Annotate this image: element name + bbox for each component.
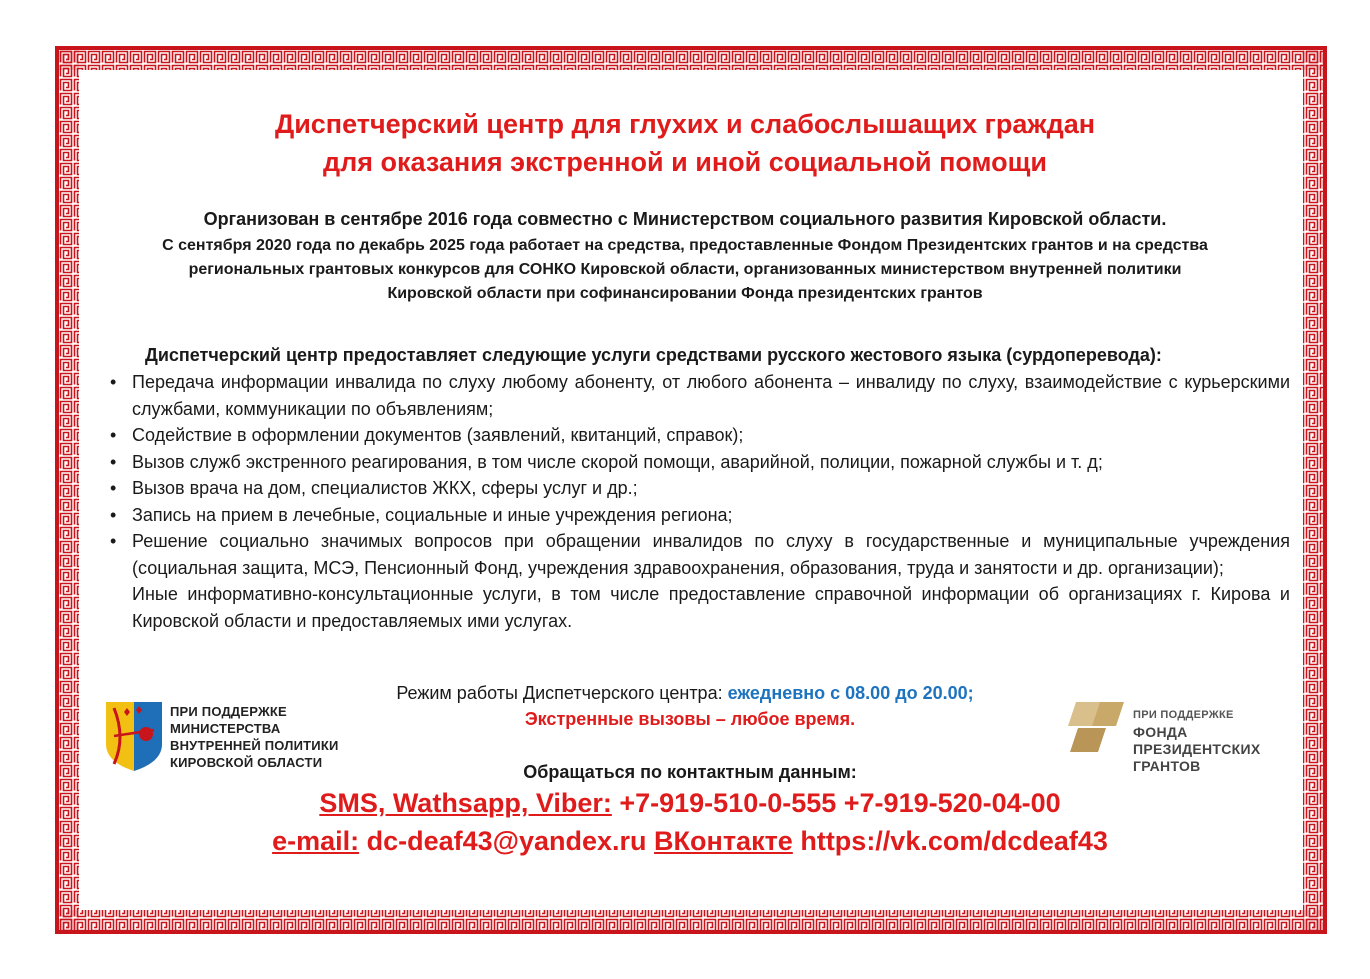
service-item-messaging: • Передача информации инвалида по слуху любому абоненту, от любого абонента – инвалиду по слуху, взаимодействие с курьерскими службами, коммуникации по объявлениям;: [108, 369, 1290, 422]
phone-numbers: +7-919-510-0-555 +7-919-520-04-00: [611, 788, 1061, 818]
services-heading: Диспетчерский центр предоставляет следующие услуги средствами русского жестового языка (сурдоперевода):: [145, 345, 1162, 365]
presidential-grants-fund-icon: [1066, 700, 1126, 754]
service-item-consulting: Иные информативно-консультационные услуги, в том числе предоставление справочной информации об организациях г. Кирова и Кировской области и предоставляемых ими услугах.: [132, 584, 1290, 631]
service-item-appointments: • Запись на прием в лечебные, социальные и иные учреждения региона;: [108, 502, 1290, 529]
email-address[interactable]: dc-deaf43@yandex.ru: [359, 826, 655, 856]
contacts-heading: Обращаться по контактным данным:: [523, 762, 857, 782]
phone-contacts: [0, 784, 1370, 822]
kirov-coat-of-arms-icon: [104, 700, 164, 773]
ministry-support-logo-text: ПРИ ПОДДЕРЖКЕ МИНИСТЕРСТВА ВНУТРЕННЕЙ ПОЛИТИКИ КИРОВСКОЙ ОБЛАСТИ: [170, 704, 339, 770]
page-title-line-2: для оказания экстренной и иной социальной помощи: [322, 147, 1048, 177]
services-list: [108, 369, 1290, 634]
email-label: e-mail:: [272, 826, 360, 856]
fund-support-logo-text: ФОНДА ПРЕЗИДЕНТСКИХ ГРАНТОВ: [1133, 724, 1261, 774]
working-hours-value: ежедневно с 08.00 до 20.00;: [727, 683, 974, 703]
service-item-doctor: • Вызов врача на дом, специалистов ЖКХ, сферы услуг и др.;: [108, 475, 1290, 502]
vk-label: ВКонтакте: [654, 826, 793, 856]
org-info-line-3: региональных грантовых конкурсов для СОНКО Кировской области, организованных министерством внутренней политики: [188, 261, 1182, 278]
org-info-line-4: Кировской области при софинансировании Фонда президентских грантов: [387, 285, 983, 302]
emergency-calls-note: Экстренные вызовы – любое время.: [524, 709, 856, 729]
working-hours-label: Режим работы Диспетчерского центра:: [396, 683, 728, 703]
org-info-line-2: С сентября 2020 года по декабрь 2025 года работает на средства, предоставленные Фондом Президентских грантов и на средства: [162, 237, 1208, 254]
fund-support-small-text: ПРИ ПОДДЕРЖКЕ: [1133, 709, 1234, 721]
service-item-emergency: • Вызов служб экстренного реагирования, в том числе скорой помощи, аварийной, полиции, пожарной службы и т. д;: [108, 449, 1290, 476]
page-title-line-1: Диспетчерский центр для глухих и слабослышащих граждан: [274, 109, 1096, 139]
org-info-line-1: Организован в сентябре 2016 года совместно с Министерством социального развития Кировской области.: [203, 209, 1167, 229]
sms-label: SMS, Wathsapp, Viber:: [319, 788, 612, 818]
service-item-documents: • Содействие в оформлении документов (заявлений, квитанций, справок);: [108, 422, 1290, 449]
online-contacts: [0, 822, 1370, 860]
service-item-social-issues: • Решение социально значимых вопросов при обращении инвалидов по слуху в государственные и муниципальные учреждения (социальная защита, МСЭ, Пенсионный Фонд, учреждения здравоохранения, образования, труда и занятости и др. организации);: [108, 528, 1290, 581]
vk-link[interactable]: https://vk.com/dcdeaf43: [792, 826, 1108, 856]
